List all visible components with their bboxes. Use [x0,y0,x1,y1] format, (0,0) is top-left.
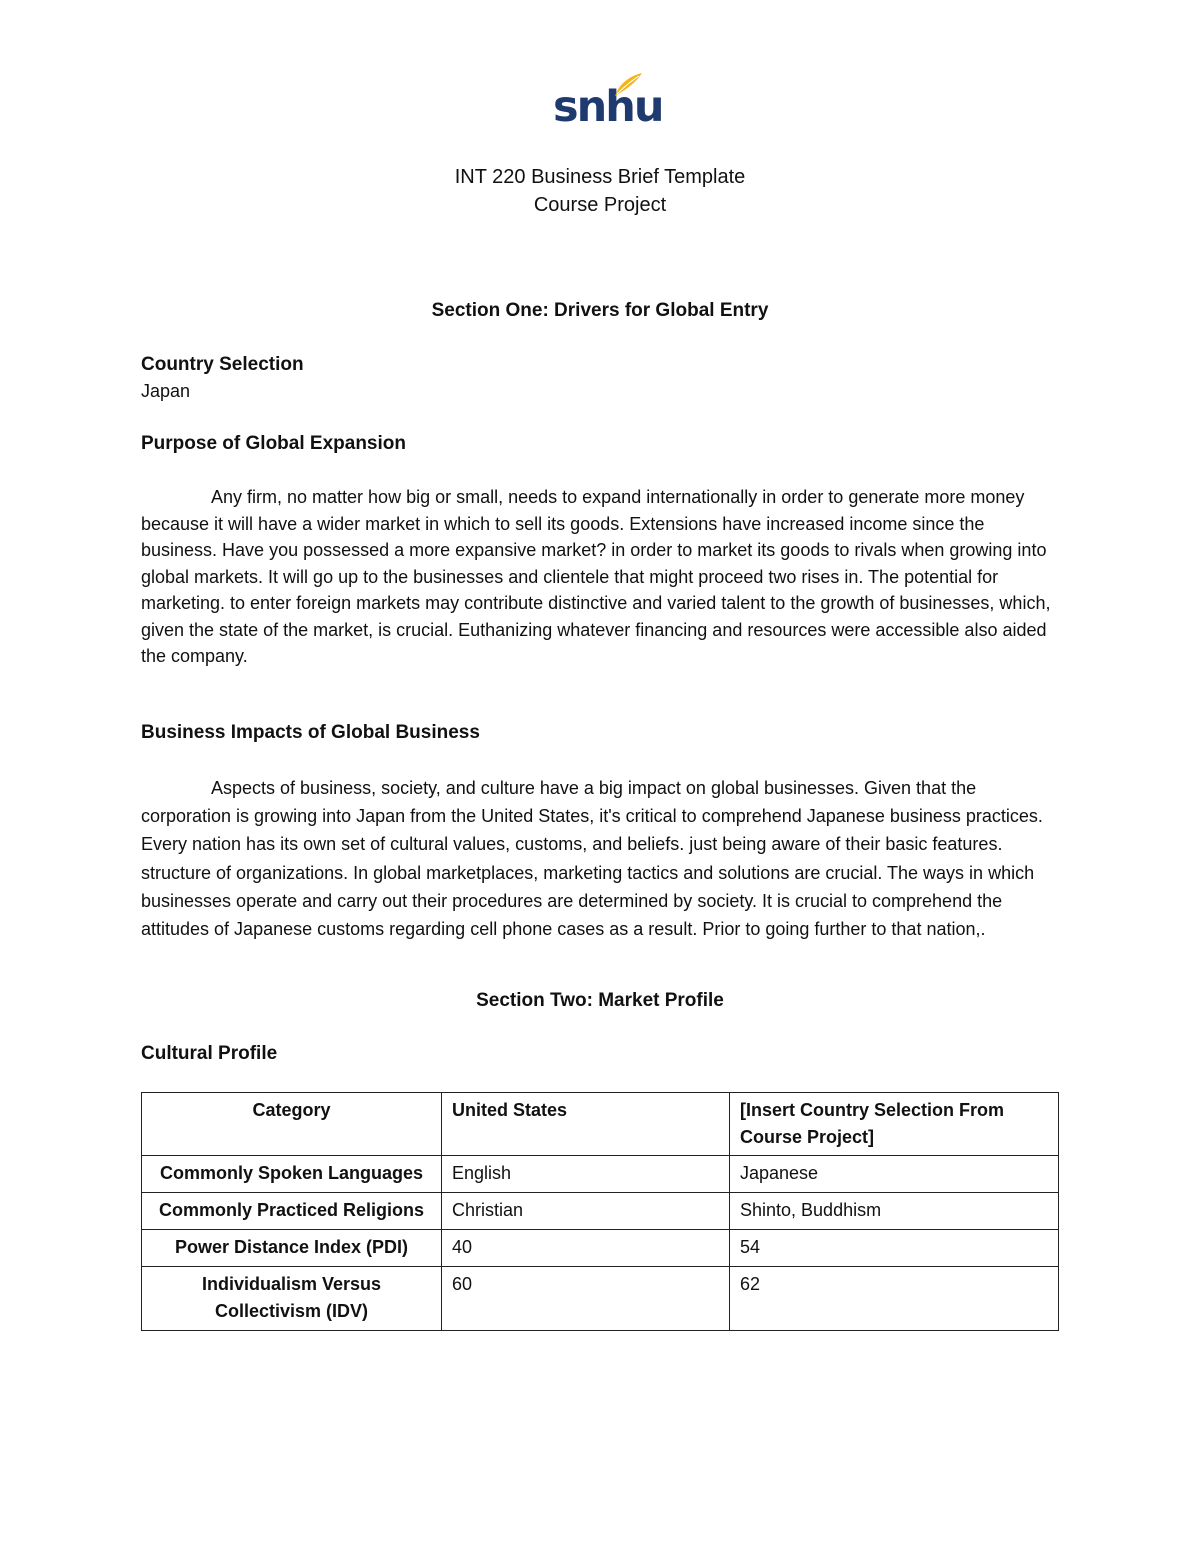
row-country-value: Japanese [730,1156,1059,1193]
row-country-value: Shinto, Buddhism [730,1193,1059,1230]
row-country-value: 54 [730,1230,1059,1267]
title-line-2: Course Project [533,194,667,216]
row-us-value: Christian [442,1193,730,1230]
purpose-paragraph: Any firm, no matter how big or small, needs to expand internationally in order to generate more money because it will have a wider market in which to sell its goods. Extensions have increased income since the business. Have you possessed a more expansive market? in order to market its goods to rivals when growing into global markets. It will go up to the businesses and clientele that might proceed two rises in. The potential for marketing. to enter foreign markets may contribute distinctive and varied talent to the growth of businesses, which, given the state of the market, is crucial. Euthanizing whatever financing and resources were accessible also aided the company. [141,487,1051,666]
table-row [142,1156,1059,1193]
logo-text: snhu [553,82,663,132]
title-line-1: INT 220 Business Brief Template [454,166,746,188]
document-title [0,163,1200,219]
header-united-states: United States [442,1093,730,1156]
header-category: Category [142,1093,442,1156]
country-selection-value: Japan [141,381,191,401]
section-two-heading: Section Two: Market Profile [476,990,724,1011]
row-us-value: 60 [442,1267,730,1331]
row-us-value: English [442,1156,730,1193]
row-category: Power Distance Index (PDI) [142,1230,442,1267]
table-row [142,1230,1059,1267]
country-selection-heading: Country Selection [141,354,304,375]
row-category: Commonly Practiced Religions [142,1193,442,1230]
section-one-heading: Section One: Drivers for Global Entry [431,300,769,321]
table-header-row [142,1093,1059,1156]
cultural-profile-heading: Cultural Profile [141,1043,278,1064]
row-category: Commonly Spoken Languages [142,1156,442,1193]
row-category: Individualism Versus Collectivism (IDV) [142,1267,442,1331]
snhu-logo [553,72,663,138]
impacts-paragraph: Aspects of business, society, and culture have a big impact on global businesses. Given that the corporation is growing into Japan from the United States, it's critical to comprehend Japanese business practices. Every nation has its own set of cultural values, customs, and beliefs. just being aware of their basic features. structure of organizations. In global marketplaces, marketing tactics and solutions are crucial. The ways in which businesses operate and carry out their procedures are determined by society. It is crucial to comprehend the attitudes of Japanese customs regarding cell phone cases as a result. Prior to going further to that nation,. [141,778,1043,940]
impacts-heading: Business Impacts of Global Business [141,722,480,743]
cultural-profile-table [141,1092,1059,1331]
table-row [142,1193,1059,1230]
row-us-value: 40 [442,1230,730,1267]
table-row [142,1267,1059,1331]
header-selected-country: [Insert Country Selection From Course Project] [730,1093,1059,1156]
purpose-heading: Purpose of Global Expansion [141,433,406,454]
row-country-value: 62 [730,1267,1059,1331]
leaf-icon [613,72,643,98]
